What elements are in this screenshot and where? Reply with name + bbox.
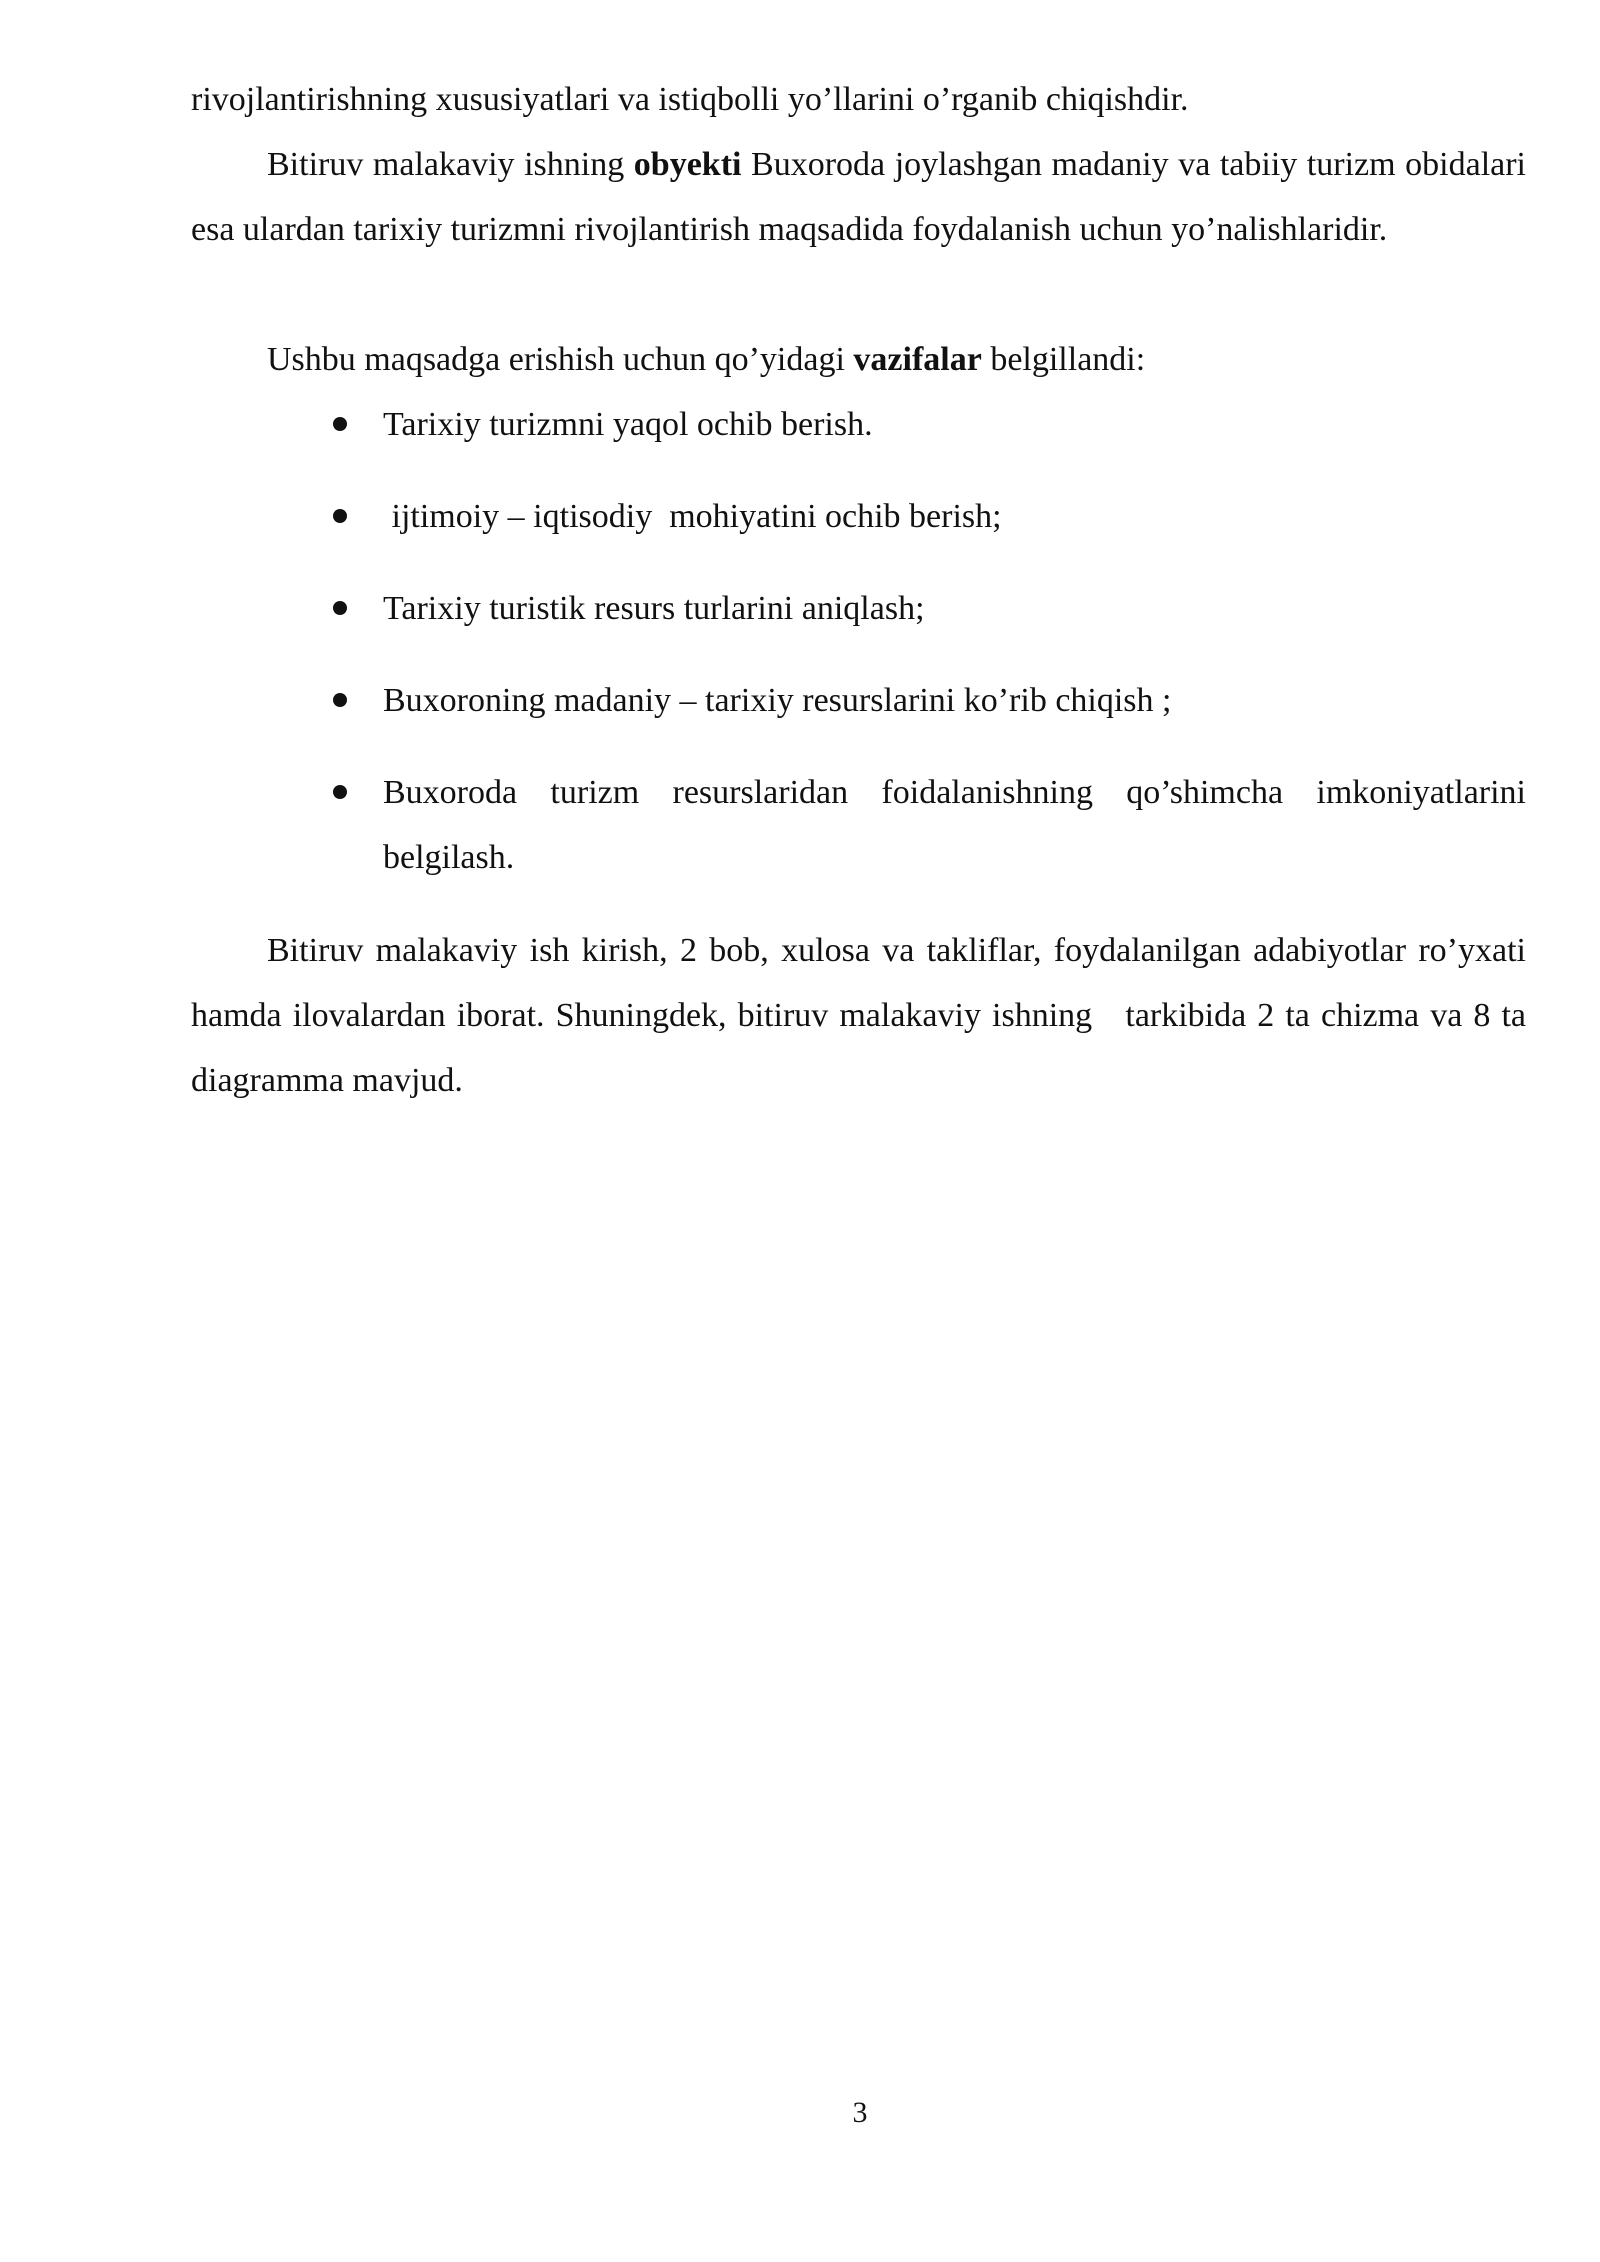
list-item-text: Buxoroda turizm resurslaridan foidalanishning qo’shimcha imkoniyatlarini belgilash. xyxy=(383,774,1526,876)
paragraph-object-text-rest: Buxoroda joylashgan madaniy va tabiiy turizm obidalari esa ulardan tarixiy turizmni rivojlantirish maqsadida foydalanish uchun yo’nalishlaridir. xyxy=(191,146,1527,248)
bullet-icon xyxy=(333,509,347,523)
list-item-text: Buxoroning madaniy – tarixiy resurslarini ko’rib chiqish ; xyxy=(383,682,1172,719)
paragraph-structure: Bitiruv malakaviy ish kirish, 2 bob, xulosa va takliflar, foydalanilgan adabiyotlar ro’yxati hamda ilovalardan iborat. Shuningdek, bitiruv malakaviy ishning tarkibida 2 ta chizma va 8 ta diagramma mavjud. xyxy=(191,932,1535,1099)
bullet-icon xyxy=(333,693,347,707)
list-item xyxy=(335,392,1526,457)
bullet-icon xyxy=(333,601,347,615)
keyword-vazifalar: vazifalar xyxy=(853,341,982,378)
paragraph-tasks xyxy=(191,327,1526,392)
list-item xyxy=(335,576,1526,641)
paragraph-object-text: Bitiruv malakaviy ishning xyxy=(267,146,634,183)
list-item-text: Tarixiy turizmni yaqol ochib berish. xyxy=(383,406,873,443)
list-item xyxy=(335,760,1526,890)
continuation-line: rivojlantirishning xususiyatlari va istiqbolli yo’llarini o’rganib chiqishdir. xyxy=(191,81,1189,118)
bullet-icon xyxy=(333,417,347,431)
list-item xyxy=(335,668,1526,733)
list-item-text: ijtimoiy – iqtisodiy mohiyatini ochib berish; xyxy=(383,498,1002,535)
paragraph-object xyxy=(191,132,1526,262)
page-number: 3 xyxy=(852,2096,868,2129)
bullet-icon xyxy=(333,785,347,799)
keyword-obyekti: obyekti xyxy=(633,146,742,183)
paragraph-tasks-text-rest: belgillandi: xyxy=(981,341,1146,378)
paragraph-tasks-text: Ushbu maqsadga erishish uchun qo’yidagi xyxy=(267,341,854,378)
list-item xyxy=(335,484,1526,549)
list-item-text: Tarixiy turistik resurs turlarini aniqlash; xyxy=(383,590,925,627)
